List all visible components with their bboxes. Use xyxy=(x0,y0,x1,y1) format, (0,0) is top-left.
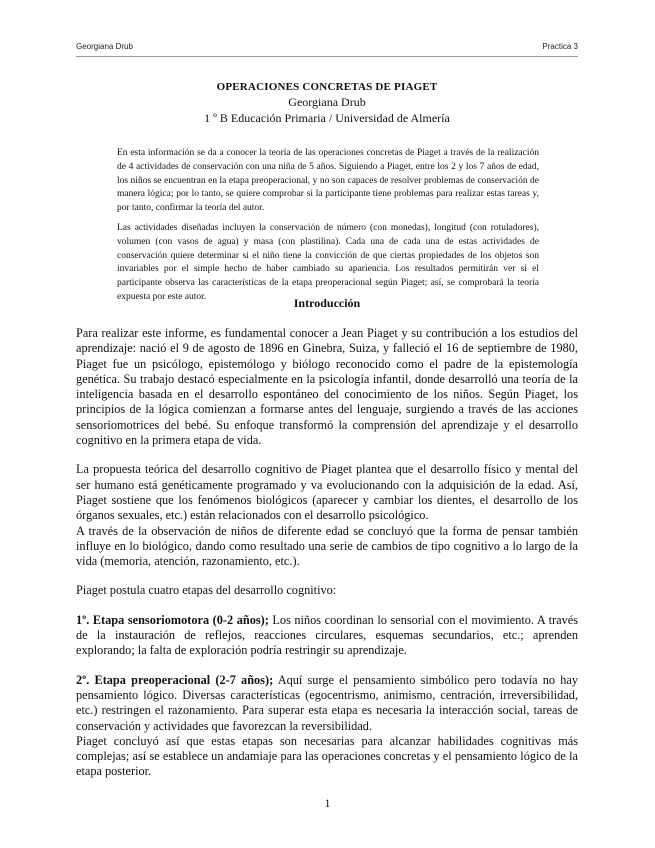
stage-label: 1º. Etapa sensoriomotora (0-2 años); xyxy=(76,612,269,627)
paragraph: Para realizar este informe, es fundamental conocer a Jean Piaget y su contribución a los estudios del aprendizaje: nació el 9 de agosto de 1896 en Ginebra, Suiza, y falleció el 16 de septiembre de 1980, Piaget fue un psicólogo, epistemólogo y biólogo reconocido como el padre de la epistemología genética. Su trabajo destacó especialmente en la psicología infantil, donde desarrolló una teoría de la inteligencia basada en el desarrollo espontáneo del conocimiento de los niños. Según Piaget, los principios de la lógica comienzan a formarse antes del lenguaje, surgiendo a través de las acciones sensoriomotrices del bebé. Su enfoque transformó la comprensión del aprendizaje y el desarrollo cognitivo en la primera etapa de vida. xyxy=(76,326,578,448)
header-rule xyxy=(76,56,578,57)
header-practice: Practica 3 xyxy=(542,42,578,51)
abstract-paragraph: Las actividades diseñadas incluyen la conservación de número (con monedas), longitud (con rotuladores), volumen (con vasos de agua) y masa (con plastilina). Cada una de cada una de estas actividades de conservación quiere determinar si el niño tiene la convicción de que ciertas propiedades de los objetos son invariables por el simple hecho de haber cambiado su apariencia. Los resultados permitirán ver si el participante observa las características de la etapa preoperacional según Piaget; así, se comprobará la teoría expuesta por este autor. xyxy=(117,222,539,302)
abstract-paragraph: En esta información se da a conocer la teoría de las operaciones concretas de Piaget a través de la realización de 4 actividades de conservación con una niña de 5 años. Siguiendo a Piaget, entre los 2 y los 7 años de edad, los niños se encuentran en la etapa preoperacional, y no son capaces de resolver problemas de conservación de manera lógica; por lo tanto, se quiere comprobar si la participante tiene problemas para realizar estas tareas y, por tanto, confirmar la teoría del autor. xyxy=(117,148,539,214)
paragraph: Piaget concluyó así que estas etapas son necesarias para alcanzar habilidades cognitivas más complejas; así se establece un andamiaje para las operaciones concretas y el pensamiento lógico de la etapa posterior. xyxy=(76,733,578,779)
body-text xyxy=(76,326,578,780)
paragraph: A través de la observación de niños de diferente edad se concluyó que la forma de pensar también influye en lo biológico, dando como resultado una serie de cambios de tipo cognitivo a lo largo de la vida (memoria, atención, razonamiento, etc.). xyxy=(76,523,578,569)
paragraph: La propuesta teórica del desarrollo cognitivo de Piaget plantea que el desarrollo físico y mental del ser humano está genéticamente programado y va evolucionando con la adquisición de la edad. Así, Piaget sostiene que los fenómenos biológicos (aparecer y cambiar los dientes, el desarrollo de los órganos sexuales, etc.) están relacionados con el desarrollo psicológico. xyxy=(76,462,578,523)
stage-paragraph xyxy=(76,613,578,659)
stage-paragraph xyxy=(76,673,578,734)
stage-text: Aquí surge el pensamiento simbólico pero todavía no hay pensamiento lógico. Diversas características (egocentrismo, animismo, centración, irreversibilidad, etc.) restringen el razonamiento. Para superar esta etapa es necesaria la interacción social, tareas de conservación y actividades que favorezcan la reversibilidad. xyxy=(76,672,579,733)
abstract xyxy=(117,147,539,311)
author-name: Georgiana Drub xyxy=(288,95,366,109)
header-author: Georgiana Drub xyxy=(76,42,133,51)
document-title: OPERACIONES CONCRETAS DE PIAGET xyxy=(216,81,438,93)
stage-label: 2º. Etapa preoperacional (2-7 años); xyxy=(76,672,274,687)
stage-text: Los niños coordinan lo sensorial con el movimiento. A través de la instauración de reflejos, reacciones circulares, esquemas secundarios, etc.; aprenden explorando; la falta de exploración podría restringir su aprendizaje. xyxy=(76,612,578,658)
paragraph: Piaget postula cuatro etapas del desarrollo cognitivo: xyxy=(76,583,337,598)
affiliation: 1 º B Educación Primaria / Universidad de Almería xyxy=(204,111,450,125)
section-title-introduccion: Introducción xyxy=(293,296,361,310)
page-number: 1 xyxy=(324,796,331,810)
title-block xyxy=(76,80,578,126)
